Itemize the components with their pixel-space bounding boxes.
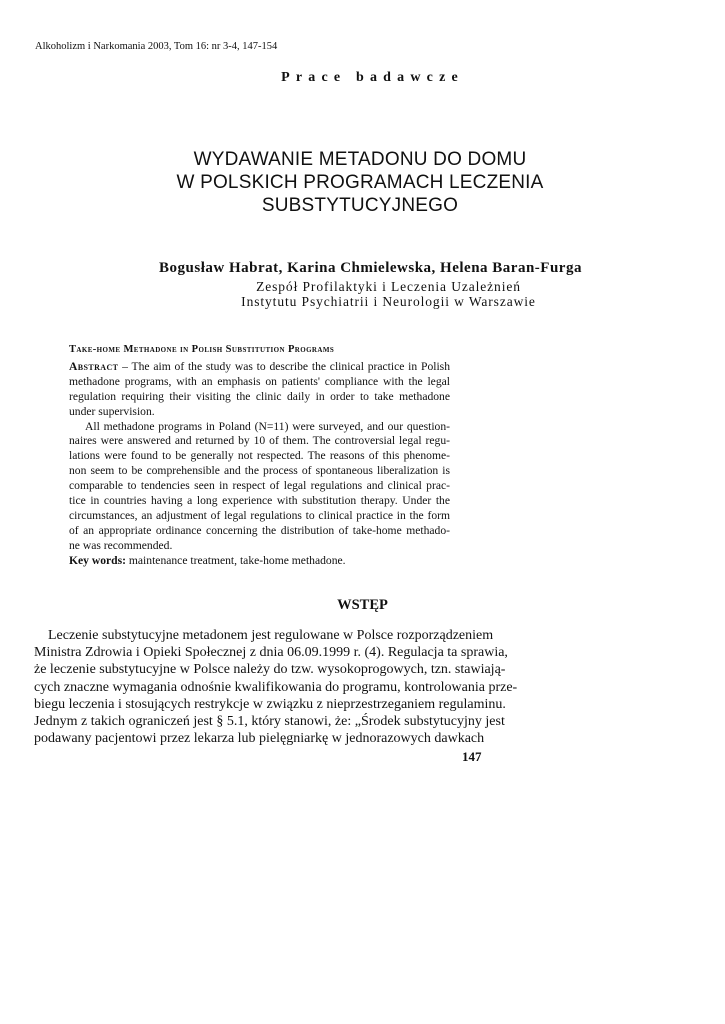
abstract-english-title: Take-home Methadone in Polish Substitution Programs (69, 344, 335, 355)
abstract-line: under supervision. (69, 404, 155, 418)
abstract-line-text: – The aim of the study was to describe the clinical practice in Polish (118, 359, 450, 373)
abstract-line: non seem to be comprehensible and the process of spontaneous liberalization is (69, 464, 450, 478)
body-line: Jednym z takich ograniczeń jest § 5.1, który stanowi, że: „Środek substytucyjny jest (34, 714, 505, 730)
keywords-line (69, 554, 450, 569)
abstract-line: ne was recommended. (69, 538, 173, 552)
author-list: Bogusław Habrat, Karina Chmielewska, Helena Baran-Furga (159, 260, 582, 276)
body-line: Leczenie substytucyjne metadonem jest regulowane w Polsce rozporządzeniem (48, 628, 494, 643)
body-line: Ministra Zdrowia i Opieki Społecznej z dnia 06.09.1999 r. (4). Regulacja ta sprawia, (34, 645, 508, 661)
article-title (40, 148, 680, 217)
keywords-text: maintenance treatment, take-home methadone. (126, 553, 346, 567)
affiliation-line: Zespół Profilaktyki i Leczenia Uzależnień (256, 279, 521, 294)
affiliation-line: Instytutu Psychiatrii i Neurologii w Warszawie (241, 294, 536, 309)
abstract-line: methadone programs, with an emphasis on patients' compliance with the legal (69, 374, 450, 388)
abstract-line: comparable to tendencies seen in respect of legal regulations and clinical prac- (69, 479, 450, 493)
body-line: podawany pacjentowi przez lekarza lub pielęgniarkę w jednorazowych dawkach (34, 731, 485, 747)
section-heading: WSTĘP (337, 597, 388, 613)
abstract-line: lations were found to be generally not respected. The reasons of this phenome- (69, 449, 450, 463)
article-title-line: SUBSTYTUCYJNEGO (261, 195, 459, 216)
body-line: cych znaczne wymagania odnośnie kwalifikowania do programu, kontrolowania prze- (34, 679, 518, 695)
page-number: 147 (462, 749, 482, 764)
abstract-line: regulation requiring their visiting the clinic daily in order to take methadone (69, 389, 450, 403)
abstract-line: circumstances, an adjustment of legal regulations to clinical practice in the form (69, 508, 450, 522)
abstract-line: naires were answered and returned by 10 of them. The controversial legal regu- (69, 434, 450, 448)
abstract-line: All methadone programs in Poland (N=11) were surveyed, and our question- (85, 419, 450, 433)
body-text (34, 627, 518, 747)
keywords-label: Key words: (69, 553, 126, 567)
journal-reference: Alkoholizm i Narkomania 2003, Tom 16: nr 3-4, 147-154 (35, 41, 278, 52)
abstract-block (69, 343, 450, 569)
section-type-label: Prace badawcze (281, 70, 464, 85)
body-line: biegu leczenia i stosujących restrykcje w związku z nieprzestrzeganiem regulaminu. (34, 696, 506, 712)
abstract-line: tice in countries having a long experience with substitution therapy. Under the (69, 494, 450, 508)
abstract-line (69, 360, 450, 375)
abstract-line: of an appropriate ordinance concerning the distribution of take-home methado- (69, 523, 450, 537)
article-title-line: W POLSKICH PROGRAMACH LECZENIA (176, 172, 544, 193)
abstract-label: Abstract (69, 359, 119, 373)
body-line: że leczenie substytucyjne w Polsce należy do tzw. wysokoprogowych, tzn. stawiają- (34, 662, 506, 678)
article-title-line: WYDAWANIE METADONU DO DOMU (193, 149, 527, 170)
